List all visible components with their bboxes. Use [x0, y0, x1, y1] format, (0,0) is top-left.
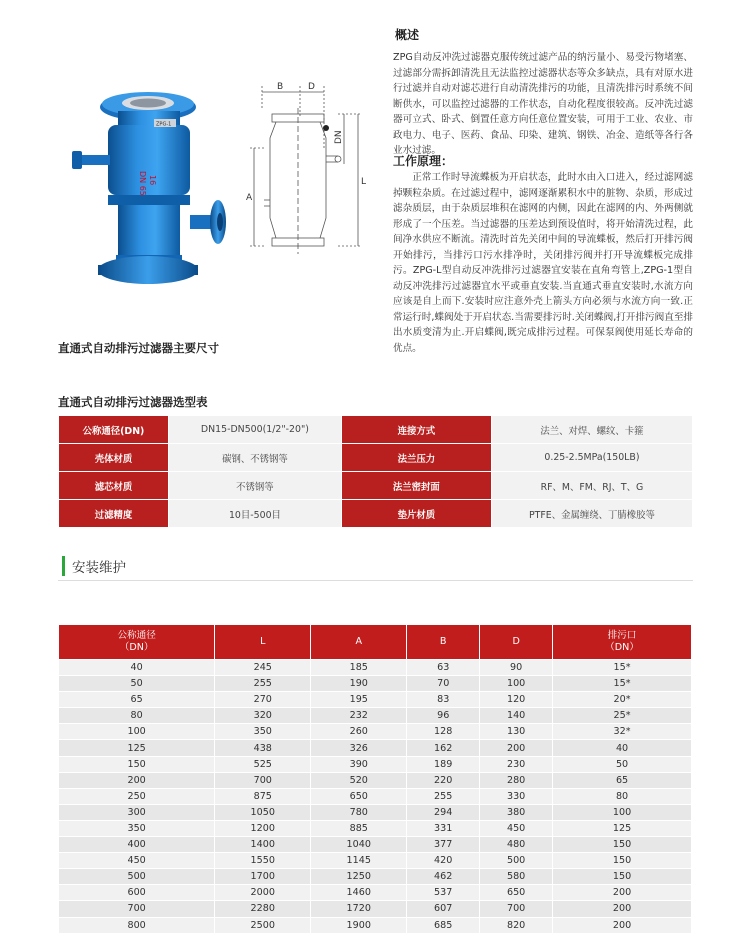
table-cell: 320 [215, 708, 311, 724]
table-cell: 230 [480, 756, 553, 772]
product-image [60, 85, 240, 285]
table-row [59, 416, 693, 444]
table-cell: 800 [59, 917, 215, 933]
table-cell: 100 [480, 676, 553, 692]
table-row [59, 901, 692, 917]
spec-value: 法兰、对焊、螺纹、卡箍 [491, 416, 692, 444]
table-cell: 350 [215, 724, 311, 740]
table-cell: 650 [480, 885, 553, 901]
table-cell: 330 [480, 788, 553, 804]
spec-key: 公称通径(DN) [59, 416, 169, 444]
table-row [59, 660, 692, 676]
table-cell: 1145 [311, 853, 407, 869]
table-cell: 200 [59, 772, 215, 788]
table-cell: 65 [59, 692, 215, 708]
table-cell: 20* [553, 692, 692, 708]
table-cell: 480 [480, 837, 553, 853]
column-header: D [480, 625, 553, 660]
table-cell: 1250 [311, 869, 407, 885]
table-row [59, 853, 692, 869]
table-row [59, 500, 693, 528]
table-cell: 32* [553, 724, 692, 740]
dimension-caption: 直通式自动排污过滤器主要尺寸 [58, 341, 219, 355]
table-cell: 200 [480, 740, 553, 756]
table-cell: 300 [59, 804, 215, 820]
table-row [59, 917, 692, 933]
label-b: B [277, 82, 284, 92]
table-cell: 15* [553, 676, 692, 692]
table-cell: 1460 [311, 885, 407, 901]
table-row [59, 444, 693, 472]
table-cell: 380 [480, 804, 553, 820]
spec-key: 壳体材质 [59, 444, 169, 472]
table-cell: 331 [407, 820, 480, 836]
spec-value: DN15-DN500(1/2"-20") [169, 416, 342, 444]
table-row [59, 869, 692, 885]
table-cell: 525 [215, 756, 311, 772]
plate-text: ZPG-1 [156, 121, 172, 128]
table-header-row [59, 625, 692, 660]
principle-text: 正常工作时导流蝶板为开启状态，此时水由入口进入，经过滤网滤掉颗粒杂质。在过滤过程中，滤网逐渐累积水中的脏物、杂质，形成过滤杂质层，由于杂质层堆积在滤网的内侧，因此在滤网的内、外两侧就形成了一个压差。当过滤器的压差达到预设值时，将开始清洗过程，此间净水供应不断流。清洗时首先关闭中间的导流蝶板，然后打开排污阀开始排污，当排污口污水排净时，关闭排污阀并打开导流蝶板完成排污。ZPG-L型自动反冲洗排污过滤器宜安装在直角弯管上,ZPG-1型自动反冲洗排污过滤器宜水平或垂直安装.当直通式垂直安装时,水流方向应该是自上而下.安装时应注意外壳上箭头方向必须与水流方向一致.正常运行时,蝶阀处于开启状态.当需要排污时.关闭蝶阀,打开排污阀直至排出水质变清为止.开启蝶阀,既完成排污过程。可保泵阀使用延长寿命的优点。 [393, 172, 694, 354]
table-row [59, 837, 692, 853]
spec-value: 不锈钢等 [169, 472, 342, 500]
install-section-header [58, 553, 693, 579]
header-line: 公称通径 [117, 630, 156, 641]
table-row [59, 772, 692, 788]
spec-key: 滤芯材质 [59, 472, 169, 500]
table-cell: 1200 [215, 820, 311, 836]
table-cell: 326 [311, 740, 407, 756]
table-cell: 820 [480, 917, 553, 933]
header-line: （DN） [605, 642, 639, 653]
table-cell: 875 [215, 788, 311, 804]
table-cell: 270 [215, 692, 311, 708]
table-cell: 25* [553, 708, 692, 724]
table-cell: 100 [553, 804, 692, 820]
table-cell: 2500 [215, 917, 311, 933]
table-cell: 90 [480, 660, 553, 676]
table-cell: 885 [311, 820, 407, 836]
table-cell: 128 [407, 724, 480, 740]
table-cell: 500 [480, 853, 553, 869]
table-row [59, 676, 692, 692]
selection-title: 直通式自动排污过滤器选型表 [58, 395, 208, 409]
spec-value: 0.25-2.5MPa(150LB) [491, 444, 692, 472]
table-row [59, 885, 692, 901]
table-cell: 580 [480, 869, 553, 885]
table-cell: 15* [553, 660, 692, 676]
table-row [59, 804, 692, 820]
principle-title: 工作原理： [393, 154, 454, 168]
column-header: A [311, 625, 407, 660]
table-cell: 1550 [215, 853, 311, 869]
table-cell: 400 [59, 837, 215, 853]
spec-key: 连接方式 [341, 416, 491, 444]
dimension-drawing [240, 78, 380, 268]
table-cell: 1400 [215, 837, 311, 853]
section-accent-bar [62, 556, 65, 576]
section-divider [58, 580, 693, 581]
column-header [553, 625, 692, 660]
dimensions-body [59, 660, 692, 934]
table-cell: 63 [407, 660, 480, 676]
table-cell: 200 [553, 901, 692, 917]
table-cell: 96 [407, 708, 480, 724]
table-cell: 65 [553, 772, 692, 788]
table-cell: 700 [215, 772, 311, 788]
table-cell: 2280 [215, 901, 311, 917]
table-cell: 200 [553, 917, 692, 933]
header-line: 排污口 [607, 630, 637, 641]
table-cell: 120 [480, 692, 553, 708]
table-cell: 162 [407, 740, 480, 756]
table-cell: 250 [59, 788, 215, 804]
label-a: A [246, 193, 253, 203]
table-cell: 520 [311, 772, 407, 788]
table-cell: 50 [59, 676, 215, 692]
spec-value: RF、M、FM、RJ、T、G [491, 472, 692, 500]
table-cell: 438 [215, 740, 311, 756]
table-cell: 420 [407, 853, 480, 869]
table-cell: 450 [59, 853, 215, 869]
table-cell: 1040 [311, 837, 407, 853]
table-cell: 700 [59, 901, 215, 917]
table-cell: 607 [407, 901, 480, 917]
column-header [59, 625, 215, 660]
table-cell: 200 [553, 885, 692, 901]
table-cell: 1720 [311, 901, 407, 917]
table-cell: 150 [59, 756, 215, 772]
spec-value: 10目-500目 [169, 500, 342, 528]
table-cell: 462 [407, 869, 480, 885]
spec-key: 垫片材质 [341, 500, 491, 528]
table-cell: 189 [407, 756, 480, 772]
overview-text: ZPG自动反冲洗过滤器克服传统过滤产品的纳污量小、易受污物堵塞、过滤部分需拆卸清洗且无法监控过滤器状态等众多缺点，具有对原水进行过滤并自动对滤芯进行自动清洗排污的功能，且清洗排污时系统不间断供水，可以监控过滤器的工作状态，自动化程度很较高。反冲洗过滤器可立式、卧式、倒置任意方向任意位置安装，可用于工业、农业、市政电力、电子、医药、食品、印染、建筑、钢铁、冶金、造纸等各行各业水过滤。 [393, 52, 693, 156]
table-cell: 50 [553, 756, 692, 772]
table-row [59, 740, 692, 756]
table-cell: 80 [59, 708, 215, 724]
table-cell: 190 [311, 676, 407, 692]
table-cell: 150 [553, 837, 692, 853]
table-cell: 1700 [215, 869, 311, 885]
table-cell: 232 [311, 708, 407, 724]
table-cell: 130 [480, 724, 553, 740]
column-header: L [215, 625, 311, 660]
table-cell: 260 [311, 724, 407, 740]
table-cell: 255 [215, 676, 311, 692]
table-cell: 780 [311, 804, 407, 820]
spec-key: 法兰密封面 [341, 472, 491, 500]
dimensions-table [58, 624, 692, 934]
spec-key: 过滤精度 [59, 500, 169, 528]
table-row [59, 788, 692, 804]
table-row [59, 820, 692, 836]
header-line: （DN） [119, 642, 154, 653]
spec-value: 碳钢、不锈钢等 [169, 444, 342, 472]
spec-value: PTFE、金属缠绕、丁腈橡胶等 [491, 500, 692, 528]
table-cell: 350 [59, 820, 215, 836]
table-cell: 245 [215, 660, 311, 676]
table-cell: 80 [553, 788, 692, 804]
table-cell: 125 [553, 820, 692, 836]
install-title: 安装维护 [72, 560, 126, 576]
table-row [59, 724, 692, 740]
table-cell: 537 [407, 885, 480, 901]
table-cell: 100 [59, 724, 215, 740]
table-cell: 150 [553, 853, 692, 869]
table-cell: 685 [407, 917, 480, 933]
table-cell: 2000 [215, 885, 311, 901]
table-row [59, 708, 692, 724]
table-cell: 600 [59, 885, 215, 901]
table-cell: 150 [553, 869, 692, 885]
table-cell: 40 [553, 740, 692, 756]
table-cell: 700 [480, 901, 553, 917]
table-cell: 220 [407, 772, 480, 788]
table-cell: 70 [407, 676, 480, 692]
label-l: L [361, 177, 367, 187]
table-cell: 377 [407, 837, 480, 853]
overview-title: 概述 [395, 28, 420, 42]
label-dn: DN [334, 130, 344, 144]
table-cell: 650 [311, 788, 407, 804]
body-marking-2: DN 65 [138, 171, 147, 196]
table-row [59, 472, 693, 500]
table-cell: 40 [59, 660, 215, 676]
table-cell: 280 [480, 772, 553, 788]
table-cell: 450 [480, 820, 553, 836]
table-row [59, 692, 692, 708]
label-d: D [308, 82, 315, 92]
table-cell: 83 [407, 692, 480, 708]
table-cell: 1050 [215, 804, 311, 820]
column-header: B [407, 625, 480, 660]
table-cell: 390 [311, 756, 407, 772]
table-cell: 195 [311, 692, 407, 708]
table-row [59, 756, 692, 772]
body-marking-1: 16 [148, 175, 157, 186]
spec-key: 法兰压力 [341, 444, 491, 472]
table-cell: 255 [407, 788, 480, 804]
selection-table [58, 415, 693, 528]
table-cell: 185 [311, 660, 407, 676]
table-cell: 125 [59, 740, 215, 756]
table-cell: 140 [480, 708, 553, 724]
table-cell: 1900 [311, 917, 407, 933]
table-cell: 500 [59, 869, 215, 885]
table-cell: 294 [407, 804, 480, 820]
